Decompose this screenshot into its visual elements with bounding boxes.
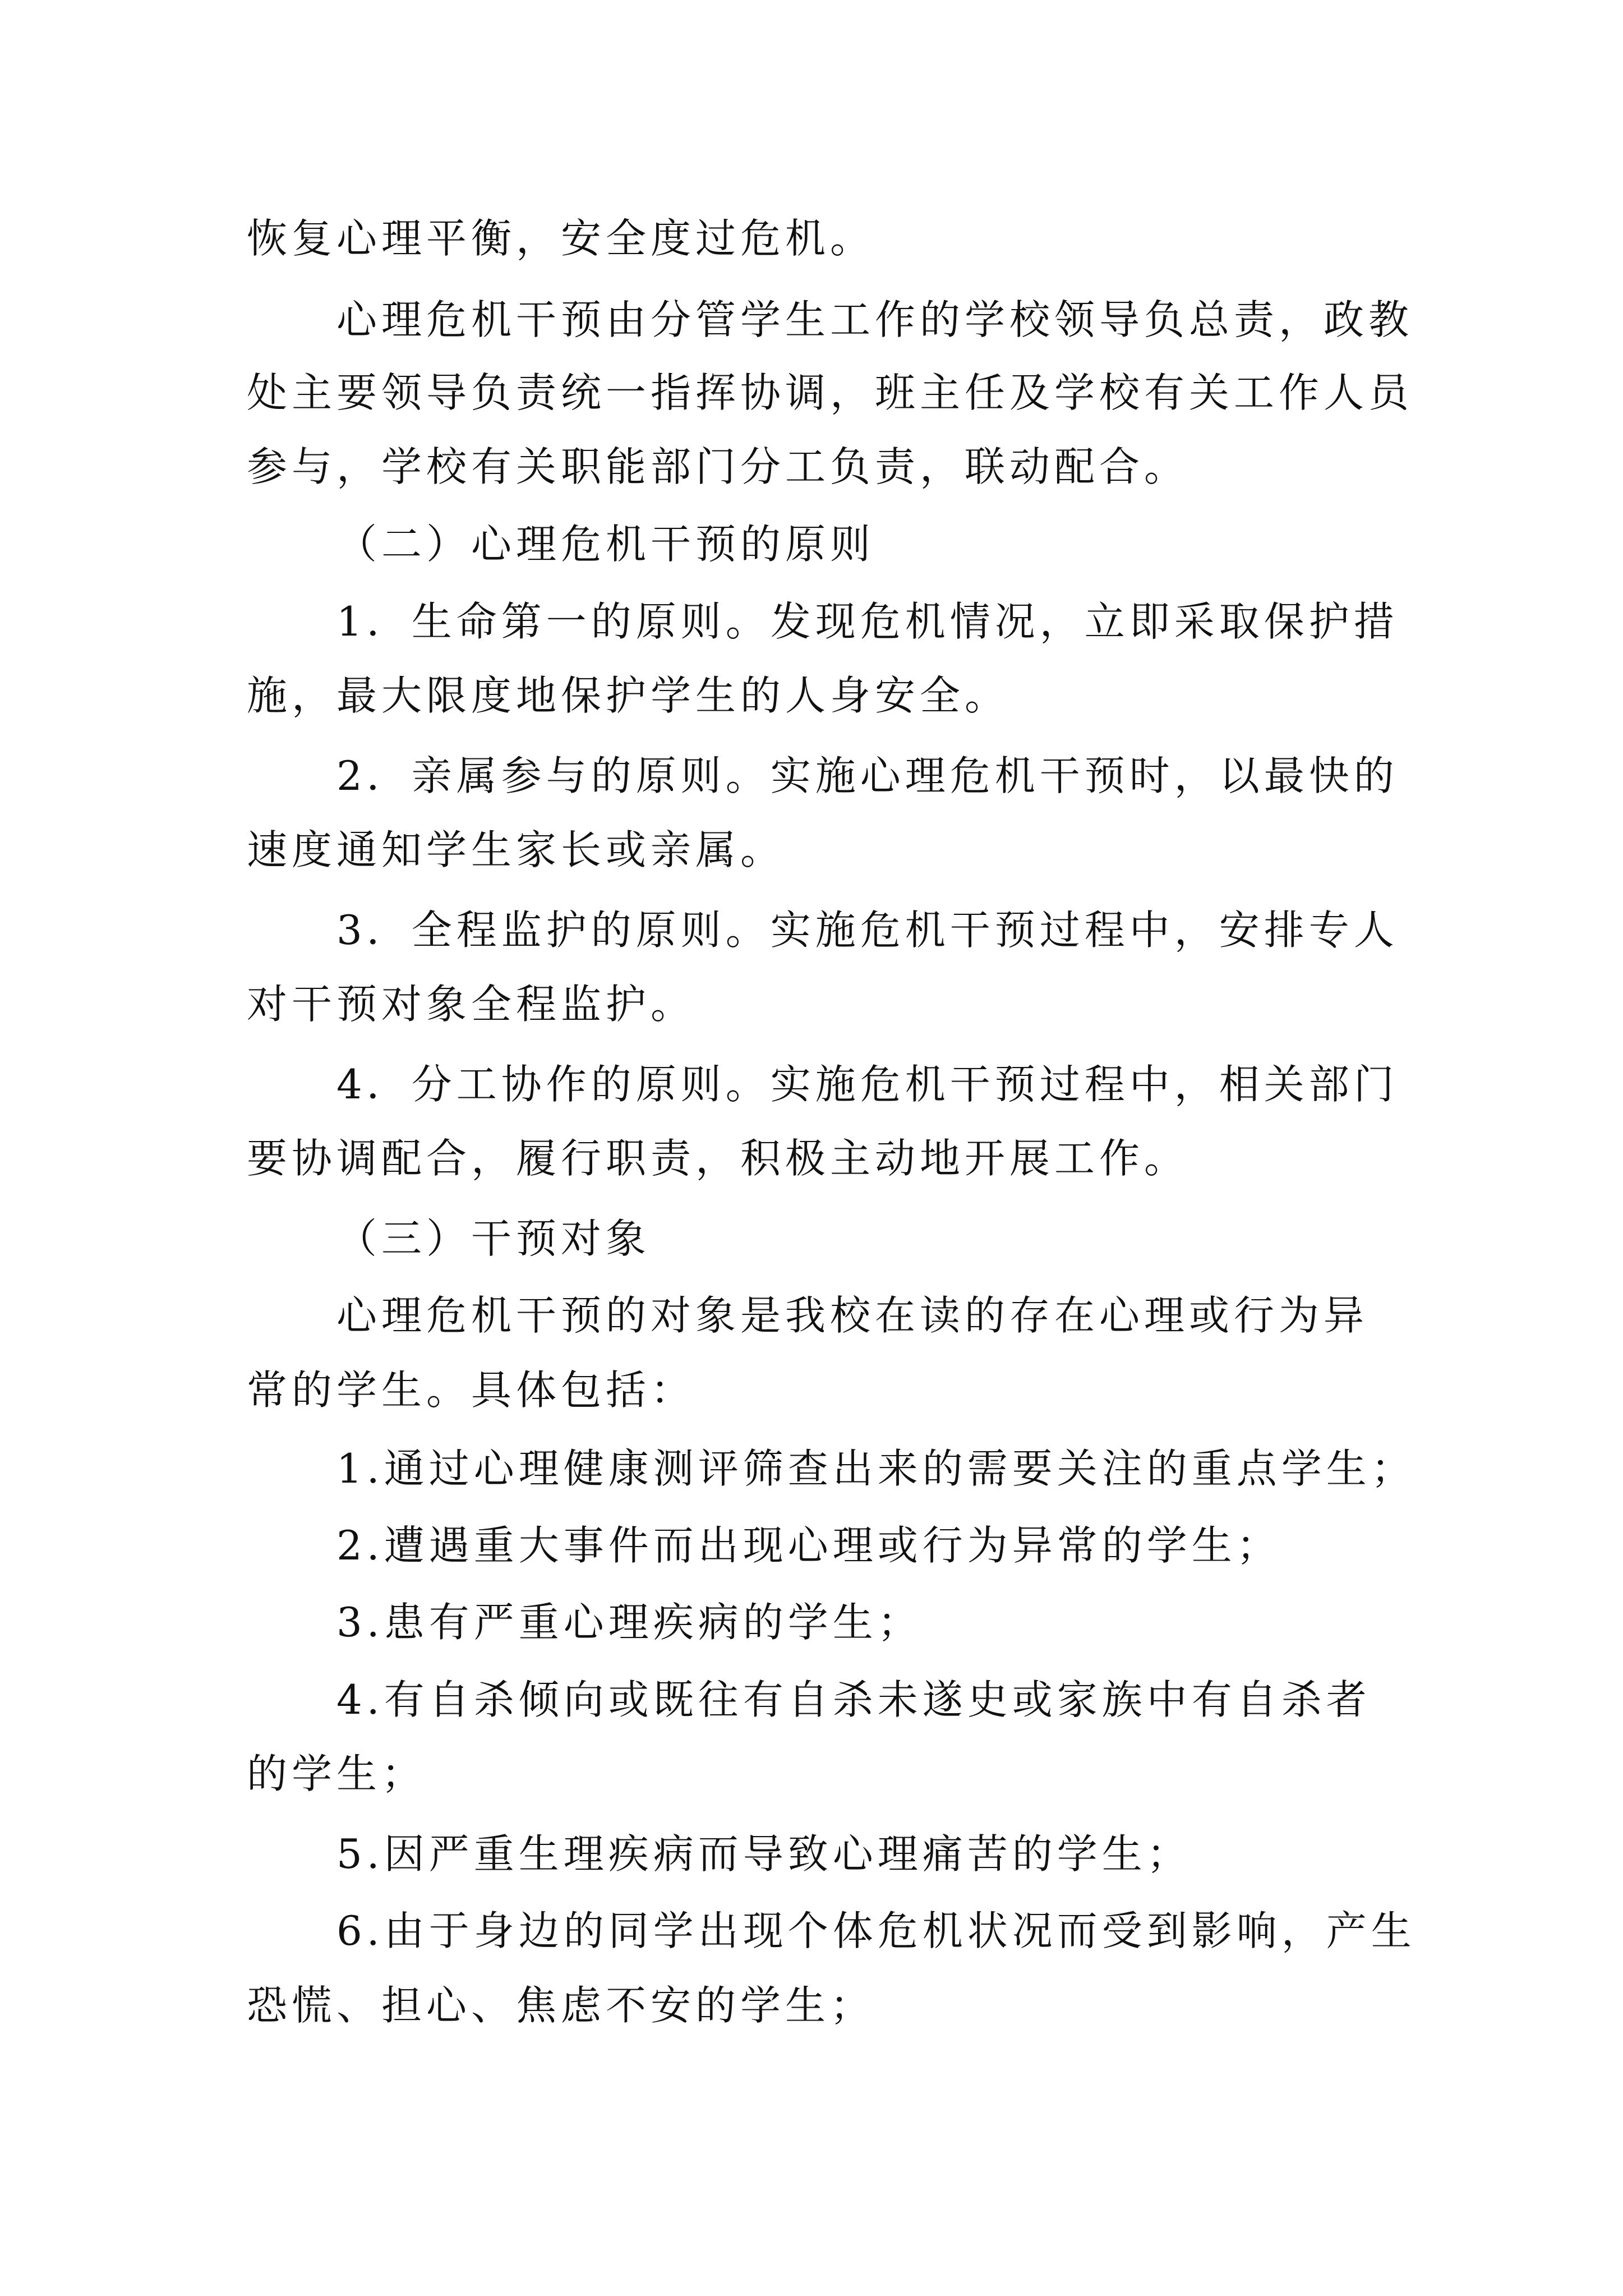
text-line: 恐慌、担心、焦虑不安的学生；: [247, 1982, 875, 2029]
text-line: 对干预对象全程监护。: [247, 981, 696, 1028]
text-line: 3．全程监护的原则。实施危机干预过程中，安排专人: [336, 907, 1399, 954]
text-line: 要协调配合，履行职责，积极主动地开展工作。: [247, 1135, 1189, 1182]
text-line: 恢复心理平衡，安全度过危机。: [247, 215, 875, 262]
text-line: 2．亲属参与的原则。实施心理危机干预时，以最快的: [336, 752, 1399, 799]
text-line: 心理危机干预由分管学生工作的学校领导负总责，政教: [336, 296, 1414, 343]
text-line: 1．生命第一的原则。发现危机情况，立即采取保护措: [336, 598, 1399, 645]
list-item: 3.患有严重心理疾病的学生；: [336, 1599, 923, 1646]
text-line: 速度通知学生家长或亲属。: [247, 826, 786, 873]
text-line: 常的学生。具体包括：: [247, 1366, 696, 1414]
list-item: 4.有自杀倾向或既往有自杀未遂史或家族中有自杀者: [336, 1676, 1371, 1723]
text-line: 4．分工协作的原则。实施危机干预过程中，相关部门: [336, 1061, 1399, 1108]
list-item: 1.通过心理健康测评筛查出来的需要关注的重点学生；: [336, 1445, 1416, 1492]
list-item: 5.因严重生理疾病而导致心理痛苦的学生；: [336, 1830, 1192, 1878]
list-item: 2.遭遇重大事件而出现心理或行为异常的学生；: [336, 1522, 1281, 1569]
text-line: 心理危机干预的对象是我校在读的存在心理或行为异: [336, 1292, 1369, 1339]
section-heading: （二）心理危机干预的原则: [336, 521, 875, 568]
list-item: 6.由于身边的同学出现个体危机状况而受到影响，产生: [336, 1907, 1416, 1954]
text-line: 施，最大限度地保护学生的人身安全。: [247, 672, 1010, 719]
section-heading: （三）干预对象: [336, 1215, 651, 1262]
text-line: 处主要领导负责统一指挥协调，班主任及学校有关工作人员: [247, 369, 1414, 416]
text-line: 的学生；: [247, 1750, 427, 1797]
text-line: 参与，学校有关职能部门分工负责，联动配合。: [247, 443, 1189, 490]
